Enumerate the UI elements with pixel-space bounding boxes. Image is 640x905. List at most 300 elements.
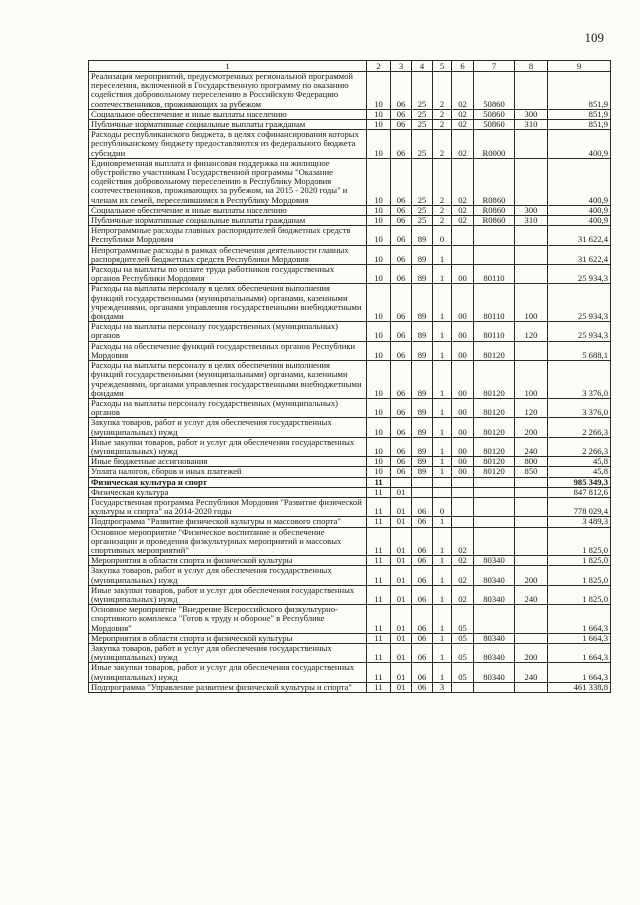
table-row bbox=[89, 497, 611, 516]
event-code-cell bbox=[452, 477, 474, 487]
direction-code-cell: 80340 bbox=[474, 556, 515, 566]
event-code-cell: 02 bbox=[452, 216, 474, 226]
amount-cell: 3 489,3 bbox=[548, 517, 611, 527]
column-header: 1 bbox=[89, 61, 367, 72]
amount-cell: 851,9 bbox=[548, 120, 611, 130]
direction-code-cell: 80120 bbox=[474, 361, 515, 399]
table-row bbox=[89, 265, 611, 284]
amount-cell: 400,9 bbox=[548, 130, 611, 159]
section-code-cell: 11 bbox=[367, 477, 391, 487]
item-name-cell: Расходы на выплаты персоналу государственных (муниципальных) органов bbox=[89, 322, 367, 341]
direction-code-cell: 80120 bbox=[474, 457, 515, 467]
event-code-cell: 00 bbox=[452, 322, 474, 341]
column-header: 3 bbox=[391, 61, 412, 72]
section-code-cell: 10 bbox=[367, 361, 391, 399]
expense-type-code-cell: 310 bbox=[515, 216, 548, 226]
program-code-cell: 89 bbox=[412, 457, 433, 467]
expense-type-code-cell bbox=[515, 477, 548, 487]
program-code-cell: 06 bbox=[412, 497, 433, 516]
expense-type-code-cell: 200 bbox=[515, 643, 548, 662]
program-code-cell: 89 bbox=[412, 467, 433, 477]
item-name-cell: Подпрограмма "Развитие физической культуры и массового спорта" bbox=[89, 517, 367, 527]
budget-table bbox=[88, 60, 611, 693]
program-code-cell: 89 bbox=[412, 437, 433, 456]
item-name-cell: Физическая культура bbox=[89, 487, 367, 497]
subsection-code-cell: 06 bbox=[391, 467, 412, 477]
subprogram-code-cell: 2 bbox=[433, 216, 452, 226]
direction-code-cell: 80340 bbox=[474, 566, 515, 585]
amount-cell: 778 029,4 bbox=[548, 497, 611, 516]
item-name-cell: Иные закупки товаров, работ и услуг для обеспечения государственных (муниципальных) нужд bbox=[89, 437, 367, 456]
program-code-cell: 06 bbox=[412, 585, 433, 604]
subprogram-code-cell: 1 bbox=[433, 265, 452, 284]
table-row bbox=[89, 322, 611, 341]
subsection-code-cell: 06 bbox=[391, 341, 412, 360]
amount-cell: 45,8 bbox=[548, 457, 611, 467]
direction-code-cell bbox=[474, 245, 515, 264]
table-row bbox=[89, 437, 611, 456]
subprogram-code-cell: 1 bbox=[433, 398, 452, 417]
event-code-cell: 02 bbox=[452, 120, 474, 130]
direction-code-cell: 80120 bbox=[474, 398, 515, 417]
direction-code-cell: 80110 bbox=[474, 265, 515, 284]
table-row bbox=[89, 585, 611, 604]
subprogram-code-cell bbox=[433, 487, 452, 497]
direction-code-cell bbox=[474, 517, 515, 527]
direction-code-cell: 80120 bbox=[474, 467, 515, 477]
subsection-code-cell: 01 bbox=[391, 682, 412, 692]
expense-type-code-cell: 240 bbox=[515, 437, 548, 456]
item-name-cell: Расходы на выплаты персоналу государственных (муниципальных) органов bbox=[89, 398, 367, 417]
amount-cell: 1 664,3 bbox=[548, 605, 611, 634]
section-code-cell: 10 bbox=[367, 226, 391, 245]
event-code-cell: 02 bbox=[452, 72, 474, 110]
item-name-cell: Реализация мероприятий, предусмотренных региональной программой переселения, включенной в Государственную программу по оказанию содействия добровольному переселению в Российскую Федерацию соотечественников, проживающих за рубежом bbox=[89, 72, 367, 110]
amount-cell: 400,9 bbox=[548, 205, 611, 215]
section-code-cell: 10 bbox=[367, 205, 391, 215]
subsection-code-cell bbox=[391, 477, 412, 487]
subprogram-code-cell: 1 bbox=[433, 245, 452, 264]
expense-type-code-cell bbox=[515, 158, 548, 205]
event-code-cell: 00 bbox=[452, 418, 474, 437]
subsection-code-cell: 06 bbox=[391, 130, 412, 159]
expense-type-code-cell bbox=[515, 341, 548, 360]
event-code-cell: 05 bbox=[452, 663, 474, 682]
subprogram-code-cell: 1 bbox=[433, 284, 452, 322]
direction-code-cell: 50860 bbox=[474, 109, 515, 119]
event-code-cell: 00 bbox=[452, 457, 474, 467]
expense-type-code-cell: 120 bbox=[515, 322, 548, 341]
expense-type-code-cell: 100 bbox=[515, 284, 548, 322]
subsection-code-cell: 01 bbox=[391, 497, 412, 516]
item-name-cell: Социальное обеспечение и иные выплаты населению bbox=[89, 109, 367, 119]
subsection-code-cell: 06 bbox=[391, 216, 412, 226]
column-header: 7 bbox=[474, 61, 515, 72]
subsection-code-cell: 06 bbox=[391, 457, 412, 467]
program-code-cell: 89 bbox=[412, 284, 433, 322]
table-row bbox=[89, 205, 611, 215]
event-code-cell: 02 bbox=[452, 566, 474, 585]
expense-type-code-cell bbox=[515, 226, 548, 245]
program-code-cell bbox=[412, 477, 433, 487]
direction-code-cell bbox=[474, 605, 515, 634]
expense-type-code-cell: 100 bbox=[515, 361, 548, 399]
subsection-code-cell: 06 bbox=[391, 72, 412, 110]
column-header: 4 bbox=[412, 61, 433, 72]
subprogram-code-cell: 2 bbox=[433, 130, 452, 159]
section-code-cell: 10 bbox=[367, 109, 391, 119]
program-code-cell: 89 bbox=[412, 226, 433, 245]
direction-code-cell: 80120 bbox=[474, 341, 515, 360]
subsection-code-cell: 06 bbox=[391, 322, 412, 341]
section-code-cell: 11 bbox=[367, 643, 391, 662]
section-code-cell: 10 bbox=[367, 130, 391, 159]
section-code-cell: 10 bbox=[367, 467, 391, 477]
section-code-cell: 11 bbox=[367, 633, 391, 643]
table-row bbox=[89, 284, 611, 322]
table-row bbox=[89, 226, 611, 245]
subsection-code-cell: 06 bbox=[391, 226, 412, 245]
section-code-cell: 11 bbox=[367, 585, 391, 604]
event-code-cell: 02 bbox=[452, 109, 474, 119]
subsection-code-cell: 01 bbox=[391, 643, 412, 662]
subsection-code-cell: 01 bbox=[391, 566, 412, 585]
amount-cell: 3 376,0 bbox=[548, 361, 611, 399]
expense-type-code-cell: 200 bbox=[515, 418, 548, 437]
subprogram-code-cell bbox=[433, 477, 452, 487]
program-code-cell: 25 bbox=[412, 158, 433, 205]
direction-code-cell bbox=[474, 497, 515, 516]
program-code-cell: 06 bbox=[412, 682, 433, 692]
expense-type-code-cell bbox=[515, 633, 548, 643]
direction-code-cell: 50860 bbox=[474, 120, 515, 130]
direction-code-cell bbox=[474, 527, 515, 556]
section-code-cell: 10 bbox=[367, 398, 391, 417]
item-name-cell: Государственная программа Республики Мордовия "Развитие физической культуры и спорта" на 2014-2020 годы bbox=[89, 497, 367, 516]
amount-cell: 1 825,0 bbox=[548, 556, 611, 566]
table-row bbox=[89, 418, 611, 437]
subprogram-code-cell: 1 bbox=[433, 605, 452, 634]
program-code-cell: 89 bbox=[412, 341, 433, 360]
program-code-cell: 25 bbox=[412, 205, 433, 215]
table-row bbox=[89, 663, 611, 682]
table-row bbox=[89, 566, 611, 585]
expense-type-code-cell bbox=[515, 605, 548, 634]
event-code-cell: 00 bbox=[452, 398, 474, 417]
table-row bbox=[89, 643, 611, 662]
section-code-cell: 10 bbox=[367, 245, 391, 264]
subprogram-code-cell: 1 bbox=[433, 527, 452, 556]
subprogram-code-cell: 0 bbox=[433, 497, 452, 516]
subprogram-code-cell: 1 bbox=[433, 361, 452, 399]
table-row bbox=[89, 682, 611, 692]
expense-type-code-cell: 120 bbox=[515, 398, 548, 417]
item-name-cell: Основное мероприятие "Физическое воспитание и обеспечение организации и проведения физкультурных мероприятий и массовых спортивных мероприятий" bbox=[89, 527, 367, 556]
amount-cell: 25 934,3 bbox=[548, 284, 611, 322]
subsection-code-cell: 06 bbox=[391, 245, 412, 264]
item-name-cell: Закупка товаров, работ и услуг для обеспечения государственных (муниципальных) нужд bbox=[89, 418, 367, 437]
event-code-cell: 02 bbox=[452, 158, 474, 205]
event-code-cell: 00 bbox=[452, 284, 474, 322]
amount-cell: 400,9 bbox=[548, 158, 611, 205]
column-header: 8 bbox=[515, 61, 548, 72]
subsection-code-cell: 06 bbox=[391, 120, 412, 130]
direction-code-cell: R0860 bbox=[474, 216, 515, 226]
section-code-cell: 11 bbox=[367, 497, 391, 516]
subsection-code-cell: 06 bbox=[391, 361, 412, 399]
section-code-cell: 11 bbox=[367, 517, 391, 527]
item-name-cell: Расходы на выплаты по оплате труда работников государственных органов Республики Мордовия bbox=[89, 265, 367, 284]
subprogram-code-cell: 1 bbox=[433, 341, 452, 360]
item-name-cell: Закупка товаров, работ и услуг для обеспечения государственных (муниципальных) нужд bbox=[89, 643, 367, 662]
direction-code-cell: 80110 bbox=[474, 284, 515, 322]
event-code-cell bbox=[452, 497, 474, 516]
subprogram-code-cell: 2 bbox=[433, 120, 452, 130]
subsection-code-cell: 06 bbox=[391, 418, 412, 437]
amount-cell: 31 622,4 bbox=[548, 226, 611, 245]
subprogram-code-cell: 2 bbox=[433, 205, 452, 215]
subsection-code-cell: 01 bbox=[391, 585, 412, 604]
expense-type-code-cell bbox=[515, 517, 548, 527]
subsection-code-cell: 06 bbox=[391, 265, 412, 284]
subsection-code-cell: 01 bbox=[391, 663, 412, 682]
direction-code-cell: 80120 bbox=[474, 437, 515, 456]
event-code-cell: 02 bbox=[452, 556, 474, 566]
amount-cell: 25 934,3 bbox=[548, 322, 611, 341]
section-code-cell: 11 bbox=[367, 605, 391, 634]
section-code-cell: 10 bbox=[367, 418, 391, 437]
subprogram-code-cell: 1 bbox=[433, 585, 452, 604]
event-code-cell bbox=[452, 245, 474, 264]
event-code-cell: 02 bbox=[452, 585, 474, 604]
expense-type-code-cell bbox=[515, 556, 548, 566]
column-header: 5 bbox=[433, 61, 452, 72]
item-name-cell: Мероприятия в области спорта и физической культуры bbox=[89, 633, 367, 643]
subprogram-code-cell: 1 bbox=[433, 467, 452, 477]
direction-code-cell: 80110 bbox=[474, 322, 515, 341]
item-name-cell: Иные закупки товаров, работ и услуг для обеспечения государственных (муниципальных) нужд bbox=[89, 663, 367, 682]
table-row bbox=[89, 517, 611, 527]
subprogram-code-cell: 1 bbox=[433, 633, 452, 643]
table-row bbox=[89, 398, 611, 417]
section-code-cell: 10 bbox=[367, 158, 391, 205]
program-code-cell: 89 bbox=[412, 322, 433, 341]
item-name-cell: Единовременная выплата и финансовая поддержка на жилищное обустройство участникам Государственной программы "Оказание содействия добровольному переселению в Республику Мордовия соотечественников, проживающих за рубежом, на 2015 - 2020 годы" и членам их семей, переселившимся в Республику Мордовия bbox=[89, 158, 367, 205]
section-code-cell: 11 bbox=[367, 556, 391, 566]
direction-code-cell: 80340 bbox=[474, 643, 515, 662]
section-code-cell: 10 bbox=[367, 216, 391, 226]
direction-code-cell: 80340 bbox=[474, 663, 515, 682]
column-header: 9 bbox=[548, 61, 611, 72]
table-row bbox=[89, 457, 611, 467]
expense-type-code-cell bbox=[515, 497, 548, 516]
event-code-cell bbox=[452, 517, 474, 527]
expense-type-code-cell bbox=[515, 527, 548, 556]
item-name-cell: Расходы на обеспечение функций государственных органов Республики Мордовия bbox=[89, 341, 367, 360]
table-row bbox=[89, 556, 611, 566]
program-code-cell: 06 bbox=[412, 566, 433, 585]
subsection-code-cell: 06 bbox=[391, 205, 412, 215]
subprogram-code-cell: 1 bbox=[433, 418, 452, 437]
event-code-cell bbox=[452, 487, 474, 497]
amount-cell: 45,8 bbox=[548, 467, 611, 477]
section-code-cell: 10 bbox=[367, 72, 391, 110]
amount-cell: 1 825,0 bbox=[548, 527, 611, 556]
event-code-cell bbox=[452, 682, 474, 692]
event-code-cell: 00 bbox=[452, 467, 474, 477]
direction-code-cell: R0860 bbox=[474, 158, 515, 205]
table-row bbox=[89, 130, 611, 159]
section-code-cell: 11 bbox=[367, 566, 391, 585]
subprogram-code-cell: 1 bbox=[433, 663, 452, 682]
expense-type-code-cell bbox=[515, 682, 548, 692]
section-code-cell: 11 bbox=[367, 527, 391, 556]
amount-cell: 25 934,3 bbox=[548, 265, 611, 284]
event-code-cell: 02 bbox=[452, 205, 474, 215]
program-code-cell: 89 bbox=[412, 398, 433, 417]
table-row bbox=[89, 245, 611, 264]
header-row bbox=[89, 61, 611, 72]
event-code-cell: 02 bbox=[452, 130, 474, 159]
subprogram-code-cell: 1 bbox=[433, 643, 452, 662]
program-code-cell: 06 bbox=[412, 633, 433, 643]
direction-code-cell bbox=[474, 226, 515, 245]
expense-type-code-cell: 240 bbox=[515, 663, 548, 682]
section-code-cell: 10 bbox=[367, 322, 391, 341]
amount-cell: 3 376,0 bbox=[548, 398, 611, 417]
program-code-cell bbox=[412, 487, 433, 497]
table-row bbox=[89, 487, 611, 497]
item-name-cell: Подпрограмма "Управление развитием физической культуры и спорта" bbox=[89, 682, 367, 692]
subsection-code-cell: 06 bbox=[391, 398, 412, 417]
table-body bbox=[89, 72, 611, 693]
program-code-cell: 06 bbox=[412, 643, 433, 662]
direction-code-cell: R0000 bbox=[474, 130, 515, 159]
program-code-cell: 25 bbox=[412, 130, 433, 159]
section-code-cell: 10 bbox=[367, 341, 391, 360]
subprogram-code-cell: 1 bbox=[433, 517, 452, 527]
subprogram-code-cell: 1 bbox=[433, 556, 452, 566]
direction-code-cell: 80120 bbox=[474, 418, 515, 437]
item-name-cell: Расходы на выплаты персоналу в целях обеспечения выполнения функций государственными (муниципальными) органами, казенными учреждениями, органами управления государственными внебюджетными фондами bbox=[89, 284, 367, 322]
page-number: 109 bbox=[584, 30, 604, 45]
event-code-cell: 00 bbox=[452, 437, 474, 456]
amount-cell: 847 812,6 bbox=[548, 487, 611, 497]
event-code-cell: 00 bbox=[452, 361, 474, 399]
table-row bbox=[89, 341, 611, 360]
item-name-cell: Непрограммные расходы главных распорядителей бюджетных средств Республики Мордовия bbox=[89, 226, 367, 245]
event-code-cell: 00 bbox=[452, 341, 474, 360]
section-code-cell: 10 bbox=[367, 437, 391, 456]
subprogram-code-cell: 1 bbox=[433, 566, 452, 585]
section-code-cell: 11 bbox=[367, 487, 391, 497]
expense-type-code-cell: 800 bbox=[515, 457, 548, 467]
expense-type-code-cell: 310 bbox=[515, 120, 548, 130]
program-code-cell: 25 bbox=[412, 120, 433, 130]
table-row bbox=[89, 477, 611, 487]
table-row bbox=[89, 361, 611, 399]
subsection-code-cell: 01 bbox=[391, 527, 412, 556]
expense-type-code-cell: 850 bbox=[515, 467, 548, 477]
item-name-cell: Публичные нормативные социальные выплаты гражданам bbox=[89, 120, 367, 130]
amount-cell: 1 664,3 bbox=[548, 643, 611, 662]
table-row bbox=[89, 633, 611, 643]
direction-code-cell: 50860 bbox=[474, 72, 515, 110]
section-code-cell: 10 bbox=[367, 284, 391, 322]
event-code-cell: 05 bbox=[452, 643, 474, 662]
item-name-cell: Мероприятия в области спорта и физической культуры bbox=[89, 556, 367, 566]
program-code-cell: 89 bbox=[412, 265, 433, 284]
amount-cell: 1 664,3 bbox=[548, 633, 611, 643]
expense-type-code-cell: 300 bbox=[515, 205, 548, 215]
table-row bbox=[89, 605, 611, 634]
subprogram-code-cell: 1 bbox=[433, 322, 452, 341]
table-row bbox=[89, 109, 611, 119]
subprogram-code-cell: 3 bbox=[433, 682, 452, 692]
amount-cell: 461 338,8 bbox=[548, 682, 611, 692]
program-code-cell: 06 bbox=[412, 527, 433, 556]
table-row bbox=[89, 158, 611, 205]
section-code-cell: 10 bbox=[367, 120, 391, 130]
subsection-code-cell: 01 bbox=[391, 517, 412, 527]
subsection-code-cell: 06 bbox=[391, 158, 412, 205]
subsection-code-cell: 01 bbox=[391, 605, 412, 634]
subprogram-code-cell: 2 bbox=[433, 109, 452, 119]
program-code-cell: 25 bbox=[412, 109, 433, 119]
section-code-cell: 10 bbox=[367, 265, 391, 284]
direction-code-cell: R0860 bbox=[474, 205, 515, 215]
item-name-cell: Расходы на выплаты персоналу в целях обеспечения выполнения функций государственными (муниципальными) органами, казенными учреждениями, органами управления государственными внебюджетными фондами bbox=[89, 361, 367, 399]
subsection-code-cell: 06 bbox=[391, 284, 412, 322]
direction-code-cell bbox=[474, 682, 515, 692]
item-name-cell: Иные закупки товаров, работ и услуг для обеспечения государственных (муниципальных) нужд bbox=[89, 585, 367, 604]
section-code-cell: 10 bbox=[367, 457, 391, 467]
expense-type-code-cell: 240 bbox=[515, 585, 548, 604]
event-code-cell: 05 bbox=[452, 605, 474, 634]
amount-cell: 985 349,3 bbox=[548, 477, 611, 487]
event-code-cell bbox=[452, 226, 474, 245]
program-code-cell: 06 bbox=[412, 663, 433, 682]
program-code-cell: 89 bbox=[412, 245, 433, 264]
subprogram-code-cell: 2 bbox=[433, 158, 452, 205]
amount-cell: 31 622,4 bbox=[548, 245, 611, 264]
amount-cell: 851,9 bbox=[548, 109, 611, 119]
table-row bbox=[89, 216, 611, 226]
subsection-code-cell: 06 bbox=[391, 437, 412, 456]
expense-type-code-cell bbox=[515, 130, 548, 159]
amount-cell: 1 664,3 bbox=[548, 663, 611, 682]
item-name-cell: Иные бюджетные ассигнования bbox=[89, 457, 367, 467]
expense-type-code-cell bbox=[515, 72, 548, 110]
section-code-cell: 11 bbox=[367, 682, 391, 692]
program-code-cell: 06 bbox=[412, 605, 433, 634]
program-code-cell: 25 bbox=[412, 216, 433, 226]
amount-cell: 851,9 bbox=[548, 72, 611, 110]
subsection-code-cell: 06 bbox=[391, 109, 412, 119]
amount-cell: 2 266,3 bbox=[548, 437, 611, 456]
item-name-cell: Уплата налогов, сборов и иных платежей bbox=[89, 467, 367, 477]
amount-cell: 5 688,1 bbox=[548, 341, 611, 360]
subprogram-code-cell: 2 bbox=[433, 72, 452, 110]
table-row bbox=[89, 467, 611, 477]
program-code-cell: 25 bbox=[412, 72, 433, 110]
program-code-cell: 06 bbox=[412, 556, 433, 566]
direction-code-cell: 80340 bbox=[474, 633, 515, 643]
subsection-code-cell: 01 bbox=[391, 487, 412, 497]
expense-type-code-cell bbox=[515, 487, 548, 497]
item-name-cell: Публичные нормативные социальные выплаты гражданам bbox=[89, 216, 367, 226]
table-row bbox=[89, 72, 611, 110]
